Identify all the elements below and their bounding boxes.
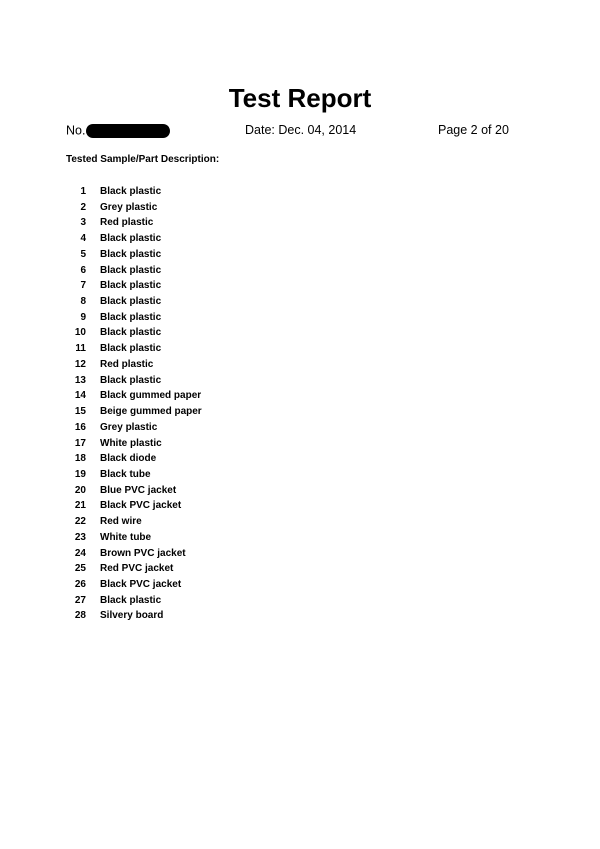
list-item bbox=[66, 609, 366, 625]
list-item bbox=[66, 452, 366, 468]
item-number: 11 bbox=[75, 343, 86, 355]
item-number: 5 bbox=[80, 248, 86, 260]
item-number: 23 bbox=[74, 531, 86, 543]
report-date: Date: Dec. 04, 2014 bbox=[245, 123, 357, 137]
list-item bbox=[66, 405, 366, 421]
list-item bbox=[66, 358, 366, 374]
list-item bbox=[66, 216, 366, 232]
item-description: Black plastic bbox=[100, 186, 162, 197]
item-number: 16 bbox=[74, 421, 86, 433]
item-description: Beige gummed paper bbox=[100, 406, 202, 418]
item-number: 8 bbox=[80, 296, 86, 308]
page-number: Page 2 of 20 bbox=[438, 123, 509, 137]
item-description: Black diode bbox=[100, 453, 157, 465]
redaction-block bbox=[86, 124, 170, 138]
list-item bbox=[66, 578, 366, 594]
item-number: 26 bbox=[74, 578, 86, 590]
item-description: Silvery board bbox=[100, 610, 164, 622]
item-description: Black plastic bbox=[100, 296, 162, 308]
list-item bbox=[66, 594, 366, 610]
list-item bbox=[66, 562, 366, 578]
item-description: Black PVC jacket bbox=[100, 500, 182, 512]
item-number: 20 bbox=[74, 484, 86, 496]
item-description: Grey plastic bbox=[100, 421, 158, 433]
list-item bbox=[66, 515, 366, 531]
item-number: 10 bbox=[74, 327, 86, 339]
item-number: 12 bbox=[74, 358, 86, 370]
item-number: 24 bbox=[74, 547, 86, 559]
item-description: Black tube bbox=[100, 468, 151, 480]
item-number: 17 bbox=[74, 437, 86, 449]
item-number: 7 bbox=[80, 280, 86, 292]
list-item bbox=[66, 295, 366, 311]
item-description: Red plastic bbox=[100, 217, 154, 229]
item-description: Black plastic bbox=[100, 594, 162, 606]
list-item bbox=[66, 201, 366, 217]
list-item bbox=[66, 468, 366, 484]
item-number: 21 bbox=[74, 500, 86, 512]
item-description: Black plastic bbox=[100, 233, 162, 245]
list-item bbox=[66, 531, 366, 547]
item-description: Black plastic bbox=[100, 264, 162, 276]
item-number: 14 bbox=[74, 390, 86, 402]
item-description: Black plastic bbox=[100, 327, 162, 339]
list-item bbox=[66, 499, 366, 515]
list-item bbox=[66, 326, 366, 342]
item-description: Blue PVC jacket bbox=[100, 484, 177, 496]
item-number: 6 bbox=[80, 264, 86, 276]
item-description: Black plastic bbox=[100, 280, 162, 292]
list-item bbox=[66, 279, 366, 295]
item-number: 15 bbox=[74, 406, 86, 418]
item-description: Red PVC jacket bbox=[100, 563, 174, 575]
list-item bbox=[66, 311, 366, 327]
item-description: Black plastic bbox=[100, 248, 162, 260]
item-description: Brown PVC jacket bbox=[100, 547, 186, 559]
item-number: 1 bbox=[80, 186, 86, 197]
item-description: Red plastic bbox=[100, 358, 154, 370]
item-description: Black PVC jacket bbox=[100, 578, 182, 590]
page-title: Test Report bbox=[228, 83, 372, 113]
list-item bbox=[66, 484, 366, 500]
item-number: 2 bbox=[80, 201, 86, 213]
item-number: 13 bbox=[74, 374, 86, 386]
list-item bbox=[66, 547, 366, 563]
item-description: Red wire bbox=[100, 516, 142, 528]
item-description: Black plastic bbox=[100, 343, 162, 355]
list-item bbox=[66, 342, 366, 358]
item-number: 25 bbox=[74, 563, 86, 575]
report-number bbox=[66, 122, 170, 139]
list-item bbox=[66, 185, 366, 201]
list-item bbox=[66, 437, 366, 453]
item-description: Black plastic bbox=[100, 311, 162, 323]
item-description: White tube bbox=[100, 531, 152, 543]
item-number: 3 bbox=[80, 217, 86, 229]
item-number: 22 bbox=[74, 516, 86, 528]
list-item bbox=[66, 264, 366, 280]
list-item bbox=[66, 389, 366, 405]
list-item bbox=[66, 248, 366, 264]
item-description: Grey plastic bbox=[100, 201, 158, 213]
list-item bbox=[66, 374, 366, 390]
item-description: Black gummed paper bbox=[100, 390, 202, 402]
item-description: Black plastic bbox=[100, 374, 162, 386]
item-number: 19 bbox=[74, 468, 86, 480]
item-number: 28 bbox=[74, 610, 86, 622]
item-number: 9 bbox=[80, 311, 86, 323]
section-heading: Tested Sample/Part Description: bbox=[66, 154, 220, 165]
list-item bbox=[66, 232, 366, 248]
sample-list bbox=[66, 185, 366, 625]
item-number: 27 bbox=[74, 594, 86, 606]
report-number-label: No. bbox=[66, 123, 86, 138]
item-description: White plastic bbox=[100, 437, 162, 449]
item-number: 4 bbox=[80, 233, 86, 245]
item-number: 18 bbox=[74, 453, 86, 465]
list-item bbox=[66, 421, 366, 437]
